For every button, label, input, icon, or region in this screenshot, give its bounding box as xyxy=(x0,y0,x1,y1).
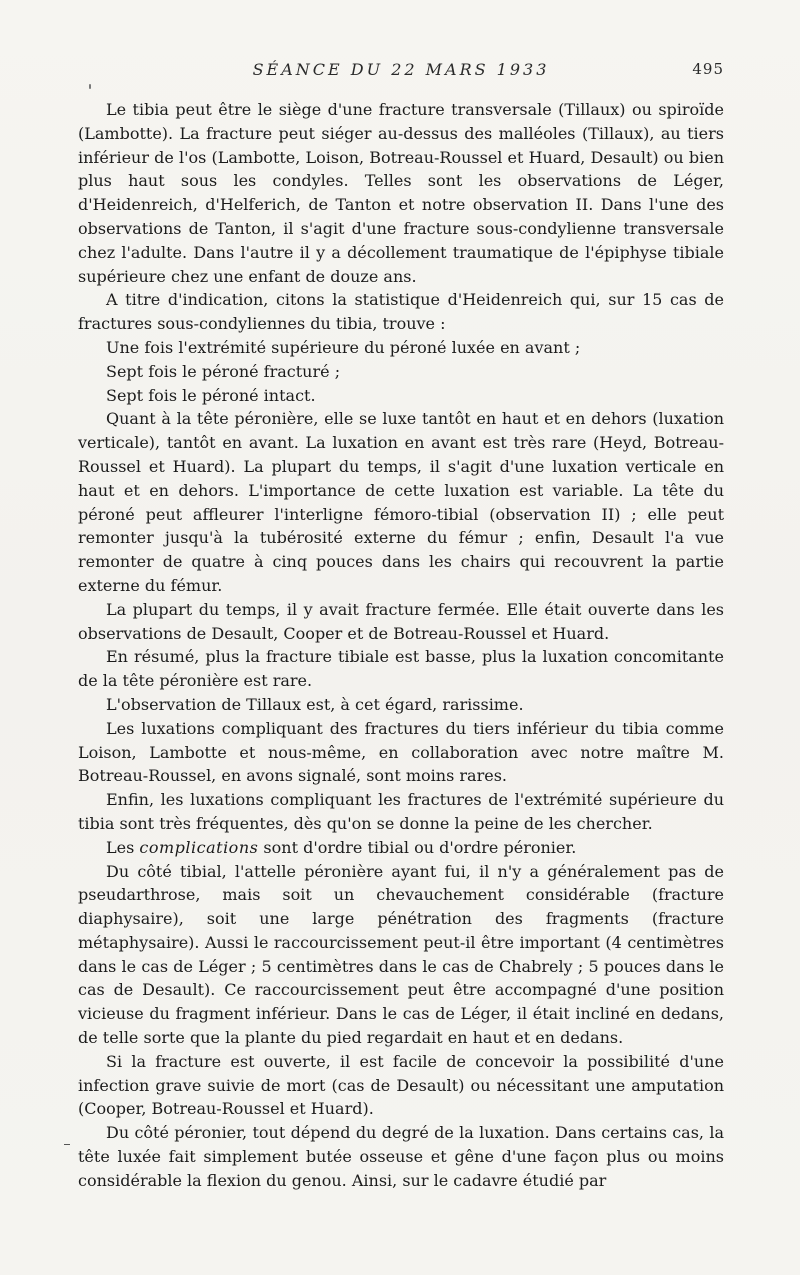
paragraph: Si la fracture est ouverte, il est facile de concevoir la possibilité d'une infection grave suivie de mort (cas de Desault) ou nécessitant une amputation (Cooper, Botreau-Roussel et Huard). xyxy=(78,1051,724,1119)
paragraph: Sept fois le péroné fracturé ; xyxy=(106,361,341,381)
page-number: 495 xyxy=(692,60,724,78)
paragraph: Du côté tibial, l'attelle péronière ayant fui, il n'y a généralement pas de pseudarthrose, mais soit un chevauchement considérable (fracture diaphysaire), soit une large pénétration des fragments (fracture métaphysaire). Aussi le raccourcissement peut-il être important (4 centimètres dans le cas de Léger ; 5 centimètres dans le cas de Chabrely ; 5 pouces dans le cas de Desault). Ce raccourcissement peut être accompagné d'une position vicieuse du fragment inférieur. Dans le cas de Léger, il était incliné en dedans, de telle sorte que la plante du pied regardait en haut et en dedans. xyxy=(78,861,724,1048)
text-run: sont d'ordre tibial ou d'ordre péronier. xyxy=(258,837,577,857)
paragraph: Quant à la tête péronière, elle se luxe tantôt en haut et en dehors (luxation verticale), tantôt en avant. La luxation en avant est très rare (Heyd, Botreau-Roussel et Huard). La plupart du temps, il s'agit d'une luxation verticale en haut et en dehors. L'importance de cette luxation est variable. La tête du péroné peut affleurer l'interligne fémoro-tibial (observation II) ; elle peut remonter jusqu'à la tubérosité externe du fémur ; enfin, Desault l'a vue remonter de quatre à cinq pouces dans les chairs qui recouvrent la partie externe du fémur. xyxy=(78,409,724,595)
paragraph: La plupart du temps, il y avait fracture fermée. Elle était ouverte dans les observations de Desault, Cooper et de Botreau-Roussel et Huard. xyxy=(78,599,724,643)
paragraph-complications xyxy=(78,836,724,860)
text-run: Les xyxy=(106,837,140,857)
paragraph: Les luxations compliquant des fractures du tiers inférieur du tibia comme Loison, Lambotte et nous-même, en collaboration avec notre maître M. Botreau-Roussel, en avons signalé, sont moins rares. xyxy=(78,718,724,786)
paragraph: Sept fois le péroné intact. xyxy=(106,385,316,405)
paragraph: A titre d'indication, citons la statistique d'Heidenreich qui, sur 15 cas de fractures sous-condyliennes du tibia, trouve : xyxy=(78,290,724,334)
running-head xyxy=(78,60,724,84)
paragraph: Le tibia peut être le siège d'une fracture transversale (Tillaux) ou spiroïde (Lambotte). La fracture peut siéger au-dessus des malléoles (Tillaux), au tiers inférieur de l'os (Lambotte, Loison, Botreau-Roussel et Huard, Desault) ou bien plus haut sous les condyles. Telles sont les observations de Léger, d'Heidenreich, d'Helferich, de Tanton et notre observation II. Dans l'une des observations de Tanton, il s'agit d'une fracture sous-condylienne transversale chez l'adulte. Dans l'autre il y a décollement traumatique de l'épiphyse tibiale supérieure chez une enfant de douze ans. xyxy=(78,100,724,286)
paragraph: L'observation de Tillaux est, à cet égard, rarissime. xyxy=(106,694,524,714)
paragraph: Enfin, les luxations compliquant les fractures de l'extrémité supérieure du tibia sont très fréquentes, dès qu'on se donne la peine de les chercher. xyxy=(78,790,724,833)
paragraph: En résumé, plus la fracture tibiale est basse, plus la luxation concomitante de la tête péronière est rare. xyxy=(78,647,724,691)
margin-mark xyxy=(64,1144,70,1145)
body-text xyxy=(78,98,724,1193)
print-speck xyxy=(89,84,91,89)
emphasis-complications: complications xyxy=(139,837,259,857)
paragraph: Du côté péronier, tout dépend du degré de la luxation. Dans certains cas, la tête luxée fait simplement butée osseuse et gêne d'une façon plus ou moins considérable la flexion du genou. Ainsi, sur le cadavre étudié par xyxy=(78,1123,724,1190)
running-title: SÉANCE DU 22 MARS 1933 xyxy=(252,60,550,79)
paragraph: Une fois l'extrémité supérieure du péroné luxée en avant ; xyxy=(106,337,581,357)
